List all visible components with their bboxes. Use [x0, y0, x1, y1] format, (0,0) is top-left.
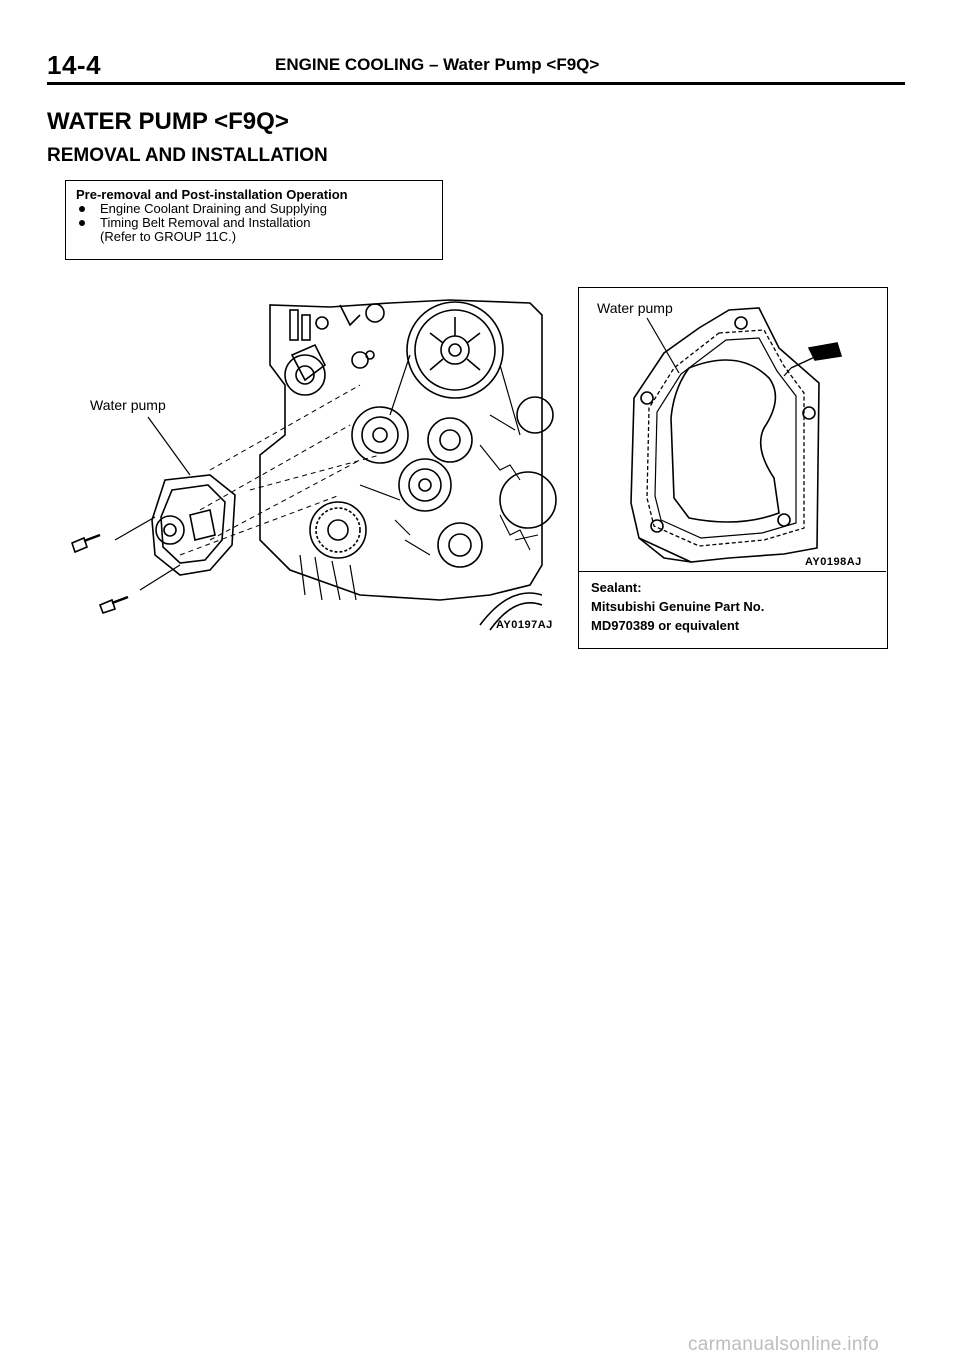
sealant-part-number: MD970389 or equivalent — [591, 618, 740, 633]
engine-water-pump-figure — [60, 295, 560, 640]
bullet-icon — [79, 220, 85, 226]
water-pump-gasket-illustration — [579, 288, 886, 571]
pre-operation-title: Pre-removal and Post-installation Operation — [76, 187, 348, 202]
water-pump-label: Water pump — [597, 300, 673, 316]
figure-code: AY0197AJ — [496, 619, 553, 631]
sealant-part-line: Mitsubishi Genuine Part No. — [591, 599, 765, 614]
water-pump-label: Water pump — [90, 397, 166, 413]
engine-illustration — [60, 295, 560, 640]
pre-operation-item — [76, 216, 432, 230]
pre-operation-note: (Refer to GROUP 11C.) — [100, 229, 237, 244]
section-heading: WATER PUMP <F9Q> — [47, 108, 289, 135]
sealant-title: Sealant: — [591, 580, 642, 595]
sealant-info — [579, 571, 886, 648]
header-title: ENGINE COOLING – Water Pump <F9Q> — [275, 55, 600, 74]
figure-code: AY0198AJ — [805, 556, 862, 568]
subsection-heading: REMOVAL AND INSTALLATION — [47, 145, 328, 166]
watermark: carmanualsonline.info — [688, 1334, 880, 1355]
pre-operation-item — [76, 202, 432, 216]
sealant-figure — [578, 287, 888, 649]
pre-operation-box — [65, 180, 443, 260]
page-header — [47, 50, 905, 85]
pre-operation-item-text: Timing Belt Removal and Installation — [100, 215, 311, 230]
pre-operation-item-text: Engine Coolant Draining and Supplying — [100, 201, 327, 216]
page-number: 14-4 — [47, 50, 102, 80]
bullet-icon — [79, 206, 85, 212]
